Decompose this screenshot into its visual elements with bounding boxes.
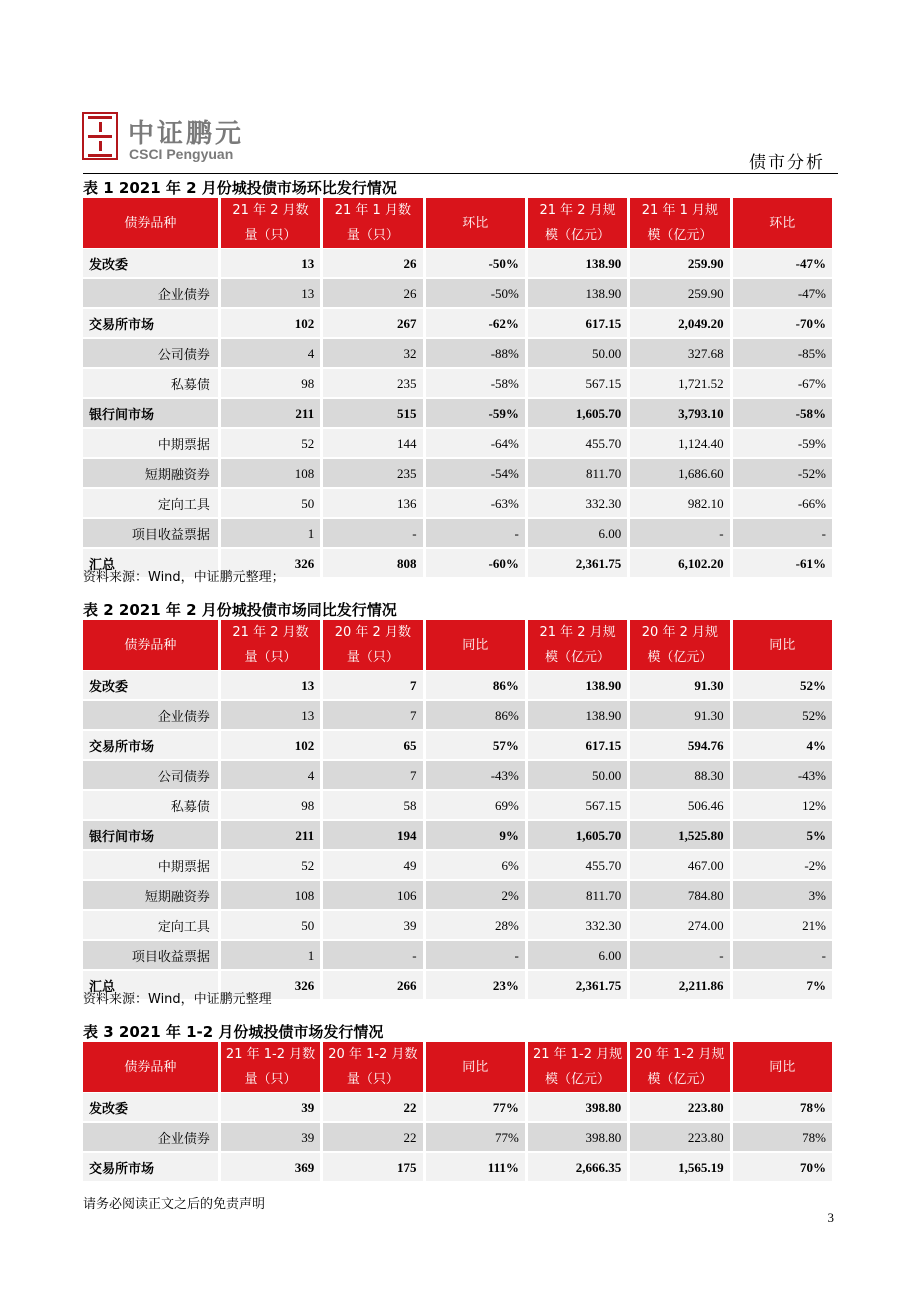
table-cell: 78% bbox=[733, 1122, 832, 1152]
table-cell: -67% bbox=[733, 368, 832, 398]
table-row bbox=[83, 910, 832, 940]
table-cell: 175 bbox=[323, 1152, 422, 1182]
table-3-title: 表 3 2021 年 1-2 月份城投债市场发行情况 bbox=[83, 1023, 384, 1041]
table-cell: 617.15 bbox=[528, 308, 627, 338]
table-cell: 7 bbox=[323, 670, 422, 700]
column-header-line: 量（只） bbox=[346, 650, 399, 665]
column-header-line: 模（亿元） bbox=[545, 650, 611, 665]
column-header-line: 21 年 1-2 月规 bbox=[532, 1047, 623, 1062]
table-row bbox=[83, 790, 832, 820]
table-cell: 6.00 bbox=[528, 940, 627, 970]
table-cell: - bbox=[733, 940, 832, 970]
table-header-row bbox=[83, 1042, 832, 1092]
table-cell: 808 bbox=[323, 548, 422, 578]
column-header bbox=[83, 1042, 218, 1092]
table-cell: 106 bbox=[323, 880, 422, 910]
table-cell: -59% bbox=[733, 428, 832, 458]
table-row bbox=[83, 338, 832, 368]
table-cell: 23% bbox=[426, 970, 525, 1000]
table-cell: 108 bbox=[221, 458, 320, 488]
column-header-line: 20 年 1-2 月规 bbox=[635, 1047, 725, 1062]
table-cell: -61% bbox=[733, 548, 832, 578]
table-cell: -58% bbox=[733, 398, 832, 428]
column-header-line: 环比 bbox=[769, 215, 796, 231]
table-cell: 1 bbox=[221, 940, 320, 970]
table-cell: 982.10 bbox=[630, 488, 729, 518]
column-header-line: 20 年 2 月规 bbox=[641, 625, 718, 640]
column-header bbox=[426, 620, 525, 670]
row-label-cell: 公司债券 bbox=[83, 338, 218, 368]
table-cell: 144 bbox=[323, 428, 422, 458]
column-header-line: 环比 bbox=[462, 215, 489, 231]
table-cell: 13 bbox=[221, 700, 320, 730]
logo-seal-icon bbox=[82, 112, 118, 160]
table-cell: 39 bbox=[221, 1122, 320, 1152]
table-cell: 2,666.35 bbox=[528, 1152, 627, 1182]
row-label-cell: 中期票据 bbox=[83, 850, 218, 880]
table-cell: 515 bbox=[323, 398, 422, 428]
column-header-line: 21 年 1-2 月数 bbox=[225, 1047, 316, 1062]
table-cell: -70% bbox=[733, 308, 832, 338]
column-header-line: 同比 bbox=[462, 1059, 489, 1075]
table-cell: 39 bbox=[221, 1092, 320, 1122]
table-cell: 21% bbox=[733, 910, 832, 940]
table-cell: -66% bbox=[733, 488, 832, 518]
table-cell: 98 bbox=[221, 790, 320, 820]
table-2 bbox=[80, 620, 835, 1000]
table-cell: 77% bbox=[426, 1122, 525, 1152]
table-cell: 455.70 bbox=[528, 850, 627, 880]
table-cell: 6.00 bbox=[528, 518, 627, 548]
row-label-cell: 定向工具 bbox=[83, 910, 218, 940]
table-cell: 26 bbox=[323, 278, 422, 308]
column-header bbox=[323, 1042, 422, 1092]
table-cell: 9% bbox=[426, 820, 525, 850]
table-cell: - bbox=[630, 518, 729, 548]
row-label-cell: 银行间市场 bbox=[83, 820, 218, 850]
table-cell: 467.00 bbox=[630, 850, 729, 880]
table-cell: 70% bbox=[733, 1152, 832, 1182]
table-cell: 1,605.70 bbox=[528, 398, 627, 428]
column-header bbox=[221, 1042, 320, 1092]
table-cell: 108 bbox=[221, 880, 320, 910]
table-cell: -50% bbox=[426, 248, 525, 278]
table-cell: 506.46 bbox=[630, 790, 729, 820]
table-cell: 332.30 bbox=[528, 910, 627, 940]
table-cell: 69% bbox=[426, 790, 525, 820]
column-header-line: 21 年 1 月数 bbox=[334, 203, 411, 218]
column-header-line: 21 年 2 月规 bbox=[539, 625, 616, 640]
table-cell: 50 bbox=[221, 488, 320, 518]
table-cell: 235 bbox=[323, 368, 422, 398]
row-label-cell: 汇总 bbox=[83, 548, 218, 578]
table-cell: 1,721.52 bbox=[630, 368, 729, 398]
table-cell: 2% bbox=[426, 880, 525, 910]
row-label-cell: 银行间市场 bbox=[83, 398, 218, 428]
column-header bbox=[323, 198, 422, 248]
column-header-line: 同比 bbox=[769, 1059, 796, 1075]
row-label-cell: 企业债券 bbox=[83, 1122, 218, 1152]
table-1 bbox=[80, 198, 835, 578]
document-type-label: 债市分析 bbox=[749, 153, 825, 173]
table-cell: 811.70 bbox=[528, 458, 627, 488]
table-cell: 223.80 bbox=[630, 1122, 729, 1152]
table-cell: -54% bbox=[426, 458, 525, 488]
table-cell: 1,686.60 bbox=[630, 458, 729, 488]
table-cell: 52 bbox=[221, 428, 320, 458]
table-cell: - bbox=[426, 518, 525, 548]
row-label-cell: 汇总 bbox=[83, 970, 218, 1000]
table-cell: 369 bbox=[221, 1152, 320, 1182]
table-row bbox=[83, 398, 832, 428]
row-label-cell: 交易所市场 bbox=[83, 730, 218, 760]
table-2-source-note: 资料来源：Wind，中证鹏元整理 bbox=[83, 992, 272, 1007]
column-header-line: 同比 bbox=[769, 637, 796, 653]
table-cell: 235 bbox=[323, 458, 422, 488]
table-cell: 332.30 bbox=[528, 488, 627, 518]
table-row bbox=[83, 518, 832, 548]
table-cell: 138.90 bbox=[528, 670, 627, 700]
table-row bbox=[83, 760, 832, 790]
column-header bbox=[83, 198, 218, 248]
column-header bbox=[528, 198, 627, 248]
table-cell: 4 bbox=[221, 760, 320, 790]
table-cell: 58 bbox=[323, 790, 422, 820]
table-cell: 86% bbox=[426, 700, 525, 730]
table-cell: 4 bbox=[221, 338, 320, 368]
column-header bbox=[630, 620, 729, 670]
table-cell: 1,525.80 bbox=[630, 820, 729, 850]
table-cell: 2,361.75 bbox=[528, 548, 627, 578]
table-cell: 259.90 bbox=[630, 248, 729, 278]
table-cell: 111% bbox=[426, 1152, 525, 1182]
table-row bbox=[83, 1092, 832, 1122]
table-cell: 12% bbox=[733, 790, 832, 820]
table-cell: 1,605.70 bbox=[528, 820, 627, 850]
column-header bbox=[733, 198, 832, 248]
column-header bbox=[630, 198, 729, 248]
column-header-line: 量（只） bbox=[244, 1072, 297, 1087]
table-cell: -62% bbox=[426, 308, 525, 338]
table-cell: 52% bbox=[733, 670, 832, 700]
table-cell: 32 bbox=[323, 338, 422, 368]
table-cell: 266 bbox=[323, 970, 422, 1000]
row-label-cell: 公司债券 bbox=[83, 760, 218, 790]
column-header-line: 模（亿元） bbox=[647, 650, 713, 665]
table-cell: 274.00 bbox=[630, 910, 729, 940]
column-header-line: 20 年 1-2 月数 bbox=[328, 1047, 418, 1062]
table-cell: 5% bbox=[733, 820, 832, 850]
column-header-line: 量（只） bbox=[244, 650, 297, 665]
table-cell: 52 bbox=[221, 850, 320, 880]
table-cell: 28% bbox=[426, 910, 525, 940]
table-cell: 594.76 bbox=[630, 730, 729, 760]
table-row bbox=[83, 730, 832, 760]
table-cell: -63% bbox=[426, 488, 525, 518]
table-cell: 50.00 bbox=[528, 760, 627, 790]
table-cell: 7 bbox=[323, 760, 422, 790]
table-cell: 811.70 bbox=[528, 880, 627, 910]
table-cell: -2% bbox=[733, 850, 832, 880]
row-label-cell: 中期票据 bbox=[83, 428, 218, 458]
column-header bbox=[221, 198, 320, 248]
column-header-line: 模（亿元） bbox=[545, 1072, 611, 1087]
table-row bbox=[83, 940, 832, 970]
page-number: 3 bbox=[827, 1210, 834, 1225]
row-label-cell: 项目收益票据 bbox=[83, 518, 218, 548]
column-header bbox=[528, 1042, 627, 1092]
table-cell: -43% bbox=[733, 760, 832, 790]
table-row bbox=[83, 458, 832, 488]
table-cell: 49 bbox=[323, 850, 422, 880]
row-label-cell: 定向工具 bbox=[83, 488, 218, 518]
table-cell: -47% bbox=[733, 248, 832, 278]
table-row bbox=[83, 248, 832, 278]
table-cell: 267 bbox=[323, 308, 422, 338]
table-3 bbox=[80, 1042, 835, 1182]
row-label-cell: 私募债 bbox=[83, 790, 218, 820]
table-row bbox=[83, 670, 832, 700]
table-cell: -50% bbox=[426, 278, 525, 308]
table-row bbox=[83, 880, 832, 910]
disclaimer-text: 请务必阅读正文之后的免责声明 bbox=[83, 1197, 266, 1212]
table-cell: 138.90 bbox=[528, 248, 627, 278]
table-cell: 77% bbox=[426, 1092, 525, 1122]
row-label-cell: 短期融资券 bbox=[83, 880, 218, 910]
table-cell: 52% bbox=[733, 700, 832, 730]
row-label-cell: 私募债 bbox=[83, 368, 218, 398]
table-cell: 91.30 bbox=[630, 700, 729, 730]
table-cell: 65 bbox=[323, 730, 422, 760]
column-header-line: 模（亿元） bbox=[545, 228, 611, 243]
row-label-cell: 交易所市场 bbox=[83, 308, 218, 338]
column-header-line: 量（只） bbox=[346, 228, 399, 243]
column-header bbox=[426, 198, 525, 248]
table-cell: 136 bbox=[323, 488, 422, 518]
table-cell: 13 bbox=[221, 670, 320, 700]
table-cell: 7% bbox=[733, 970, 832, 1000]
table-cell: 2,361.75 bbox=[528, 970, 627, 1000]
table-row bbox=[83, 1152, 832, 1182]
column-header-line: 债券品种 bbox=[124, 215, 177, 231]
column-header bbox=[733, 620, 832, 670]
table-cell: 398.80 bbox=[528, 1092, 627, 1122]
table-cell: 6% bbox=[426, 850, 525, 880]
table-cell: 39 bbox=[323, 910, 422, 940]
column-header bbox=[426, 1042, 525, 1092]
table-cell: -60% bbox=[426, 548, 525, 578]
column-header-line: 21 年 2 月数 bbox=[232, 625, 309, 640]
table-cell: 13 bbox=[221, 248, 320, 278]
table-header-row bbox=[83, 198, 832, 248]
table-row bbox=[83, 308, 832, 338]
table-cell: 567.15 bbox=[528, 368, 627, 398]
column-header bbox=[630, 1042, 729, 1092]
table-cell: 223.80 bbox=[630, 1092, 729, 1122]
table-cell: - bbox=[323, 940, 422, 970]
table-cell: 1 bbox=[221, 518, 320, 548]
table-cell: - bbox=[733, 518, 832, 548]
table-cell: 1,565.19 bbox=[630, 1152, 729, 1182]
table-cell: 211 bbox=[221, 398, 320, 428]
table-cell: 86% bbox=[426, 670, 525, 700]
table-cell: 22 bbox=[323, 1122, 422, 1152]
table-cell: 194 bbox=[323, 820, 422, 850]
table-cell: 2,049.20 bbox=[630, 308, 729, 338]
table-cell: 567.15 bbox=[528, 790, 627, 820]
column-header bbox=[323, 620, 422, 670]
table-cell: 398.80 bbox=[528, 1122, 627, 1152]
table-cell: -85% bbox=[733, 338, 832, 368]
column-header-line: 21 年 2 月规 bbox=[539, 203, 616, 218]
column-header-line: 量（只） bbox=[346, 1072, 399, 1087]
row-label-cell: 项目收益票据 bbox=[83, 940, 218, 970]
table-row bbox=[83, 278, 832, 308]
row-label-cell: 企业债券 bbox=[83, 278, 218, 308]
table-cell: 88.30 bbox=[630, 760, 729, 790]
column-header-line: 21 年 2 月数 bbox=[232, 203, 309, 218]
column-header-line: 21 年 1 月规 bbox=[641, 203, 718, 218]
table-cell: -88% bbox=[426, 338, 525, 368]
table-cell: 102 bbox=[221, 308, 320, 338]
table-cell: 617.15 bbox=[528, 730, 627, 760]
column-header bbox=[83, 620, 218, 670]
column-header bbox=[528, 620, 627, 670]
logo-chinese-name: 中证鹏元 bbox=[128, 119, 245, 149]
row-label-cell: 企业债券 bbox=[83, 700, 218, 730]
table-cell: 50.00 bbox=[528, 338, 627, 368]
table-cell: 327.68 bbox=[630, 338, 729, 368]
table-cell: -47% bbox=[733, 278, 832, 308]
table-cell: 4% bbox=[733, 730, 832, 760]
column-header-line: 债券品种 bbox=[124, 1059, 177, 1075]
table-cell: 326 bbox=[221, 548, 320, 578]
column-header bbox=[733, 1042, 832, 1092]
table-cell: -58% bbox=[426, 368, 525, 398]
table-cell: 3% bbox=[733, 880, 832, 910]
table-cell: 138.90 bbox=[528, 278, 627, 308]
table-cell: 26 bbox=[323, 248, 422, 278]
column-header-line: 量（只） bbox=[244, 228, 297, 243]
table-cell: 1,124.40 bbox=[630, 428, 729, 458]
table-cell: -43% bbox=[426, 760, 525, 790]
table-row bbox=[83, 488, 832, 518]
header-divider bbox=[83, 173, 838, 174]
table-cell: - bbox=[323, 518, 422, 548]
row-label-cell: 发改委 bbox=[83, 1092, 218, 1122]
column-header-line: 20 年 2 月数 bbox=[334, 625, 411, 640]
table-cell: 326 bbox=[221, 970, 320, 1000]
column-header-line: 同比 bbox=[462, 637, 489, 653]
row-label-cell: 短期融资券 bbox=[83, 458, 218, 488]
table-cell: -64% bbox=[426, 428, 525, 458]
row-label-cell: 交易所市场 bbox=[83, 1152, 218, 1182]
table-cell: 22 bbox=[323, 1092, 422, 1122]
table-cell: 2,211.86 bbox=[630, 970, 729, 1000]
table-cell: -52% bbox=[733, 458, 832, 488]
table-row bbox=[83, 820, 832, 850]
column-header-line: 债券品种 bbox=[124, 637, 177, 653]
table-row bbox=[83, 368, 832, 398]
table-row bbox=[83, 428, 832, 458]
row-label-cell: 发改委 bbox=[83, 670, 218, 700]
table-1-source-note: 资料来源：Wind，中证鹏元整理； bbox=[83, 570, 285, 585]
row-label-cell: 发改委 bbox=[83, 248, 218, 278]
table-cell: 3,793.10 bbox=[630, 398, 729, 428]
table-cell: 98 bbox=[221, 368, 320, 398]
logo-english-name: CSCI Pengyuan bbox=[129, 146, 234, 162]
column-header-line: 模（亿元） bbox=[647, 228, 713, 243]
table-row bbox=[83, 850, 832, 880]
table-cell: 6,102.20 bbox=[630, 548, 729, 578]
table-cell: - bbox=[630, 940, 729, 970]
table-cell: - bbox=[426, 940, 525, 970]
table-cell: 91.30 bbox=[630, 670, 729, 700]
column-header-line: 模（亿元） bbox=[647, 1072, 713, 1087]
table-cell: 211 bbox=[221, 820, 320, 850]
table-cell: 138.90 bbox=[528, 700, 627, 730]
table-cell: 57% bbox=[426, 730, 525, 760]
table-cell: 50 bbox=[221, 910, 320, 940]
table-cell: 102 bbox=[221, 730, 320, 760]
column-header bbox=[221, 620, 320, 670]
table-row bbox=[83, 1122, 832, 1152]
table-cell: 7 bbox=[323, 700, 422, 730]
table-cell: 259.90 bbox=[630, 278, 729, 308]
table-cell: 784.80 bbox=[630, 880, 729, 910]
table-cell: -59% bbox=[426, 398, 525, 428]
table-row bbox=[83, 700, 832, 730]
table-1-title: 表 1 2021 年 2 月份城投债市场环比发行情况 bbox=[83, 179, 397, 197]
table-cell: 13 bbox=[221, 278, 320, 308]
table-cell: 78% bbox=[733, 1092, 832, 1122]
table-cell: 455.70 bbox=[528, 428, 627, 458]
table-header-row bbox=[83, 620, 832, 670]
table-2-title: 表 2 2021 年 2 月份城投债市场同比发行情况 bbox=[83, 601, 397, 619]
